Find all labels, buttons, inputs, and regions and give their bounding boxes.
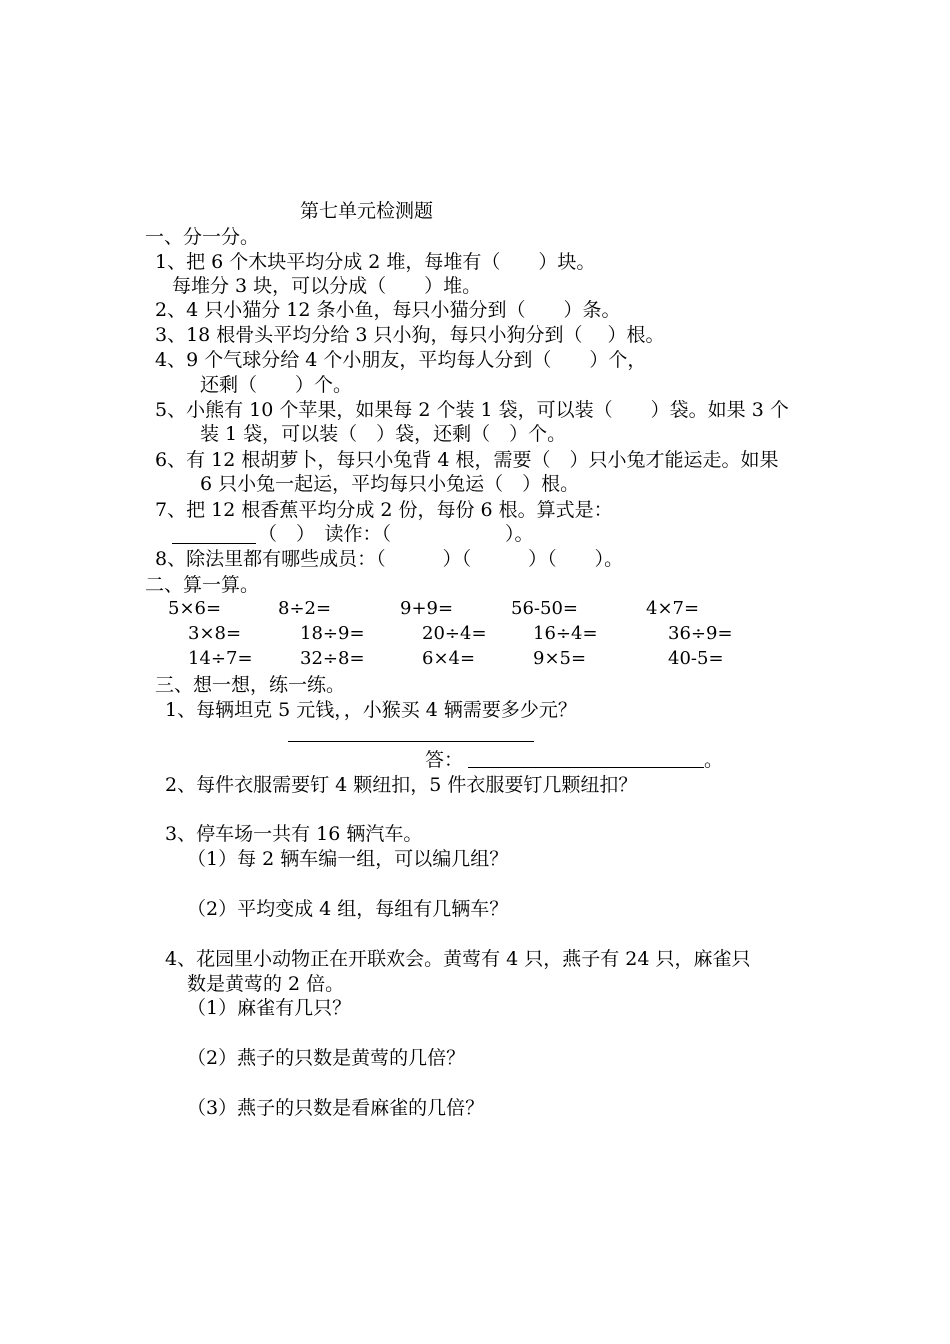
question-4-part-3: （3）燕子的只数是看麻雀的几倍？ bbox=[187, 1097, 485, 1119]
s1-line-8: 装 1 袋，可以装（ ）袋，还剩（ ）个。 bbox=[200, 423, 567, 445]
exercise: 14÷7= bbox=[188, 648, 253, 669]
question-3-part-1: （1）每 2 辆车编一组，可以编几组？ bbox=[187, 848, 509, 870]
work-line bbox=[288, 741, 534, 742]
section-2-heading: 二、算一算。 bbox=[145, 574, 260, 596]
question-4-part-1: （1）麻雀有几只？ bbox=[187, 997, 352, 1019]
s1-line-1: 1、把 6 个木块平均分成 2 堆，每堆有（ ）块。 bbox=[155, 251, 596, 273]
question-4-part-2: （2）燕子的只数是黄莺的几倍？ bbox=[187, 1047, 466, 1069]
exercise: 20÷4= bbox=[422, 623, 487, 644]
exercise: 32÷8= bbox=[300, 648, 365, 669]
exercise: 8÷2= bbox=[278, 598, 332, 619]
s1-line-2: 每堆分 3 块，可以分成（ ）堆。 bbox=[172, 275, 482, 297]
exercise: 56-50= bbox=[511, 598, 578, 619]
page-title: 第七单元检测题 bbox=[300, 200, 434, 222]
s1-line-3: 2、4 只小猫分 12 条小鱼，每只小猫分到（ ）条。 bbox=[155, 299, 621, 321]
exercise: 40-5= bbox=[668, 648, 724, 669]
s1-line-10: 6 只小兔一起运，平均每只小兔运（ ）根。 bbox=[200, 473, 580, 495]
exercise: 36÷9= bbox=[668, 623, 733, 644]
exercise: 3×8= bbox=[188, 623, 242, 644]
question-1: 1、每辆坦克 5 元钱，，小猴买 4 辆需要多少元？ bbox=[165, 699, 577, 721]
section-1-heading: 一、分一分。 bbox=[145, 226, 260, 248]
s1-line-11: 7、把 12 根香蕉平均分成 2 份，每份 6 根。算式是： bbox=[155, 499, 613, 521]
question-3: 3、停车场一共有 16 辆汽车。 bbox=[165, 823, 423, 845]
exercise: 18÷9= bbox=[300, 623, 365, 644]
question-4: 4、花园里小动物正在开联欢会。黄莺有 4 只，燕子有 24 只，麻雀只 bbox=[165, 948, 751, 970]
exercise: 4×7= bbox=[646, 598, 700, 619]
s1-line-13: 8、除法里都有哪些成员：（ ）（ ）（ ）。 bbox=[155, 548, 624, 570]
question-2: 2、每件衣服需要钉 4 颗纽扣，5 件衣服要钉几颗纽扣？ bbox=[165, 774, 638, 796]
formula-blank-line bbox=[172, 543, 256, 544]
s1-line-6: 还剩（ ）个。 bbox=[200, 374, 353, 396]
section-3-heading: 三、想一想，练一练。 bbox=[155, 674, 346, 696]
exercise: 5×6= bbox=[168, 598, 222, 619]
exercise: 9×5= bbox=[533, 648, 587, 669]
answer-end: 。 bbox=[704, 749, 724, 771]
answer-line bbox=[468, 767, 704, 768]
s1-line-5: 4、9 个气球分给 4 个小朋友，平均每人分到（ ）个， bbox=[155, 349, 647, 371]
exercise: 6×4= bbox=[422, 648, 476, 669]
s1-line-9: 6、有 12 根胡萝卜，每只小兔背 4 根，需要（ ）只小兔才能运走。如果 bbox=[155, 449, 779, 471]
answer-label: 答： bbox=[425, 749, 464, 771]
question-4-cont: 数是黄莺的 2 倍。 bbox=[187, 973, 345, 995]
question-3-part-2: （2）平均变成 4 组，每组有几辆车？ bbox=[187, 898, 509, 920]
s1-line-7: 5、小熊有 10 个苹果，如果每 2 个装 1 袋，可以装（ ）袋。如果 3 个 bbox=[155, 399, 789, 421]
s1-line-12: （ ） 读作：（ ）。 bbox=[258, 523, 534, 545]
exercise: 9+9= bbox=[400, 598, 454, 619]
s1-line-4: 3、18 根骨头平均分给 3 只小狗，每只小狗分到（ ）根。 bbox=[155, 324, 665, 346]
exercise: 16÷4= bbox=[533, 623, 598, 644]
